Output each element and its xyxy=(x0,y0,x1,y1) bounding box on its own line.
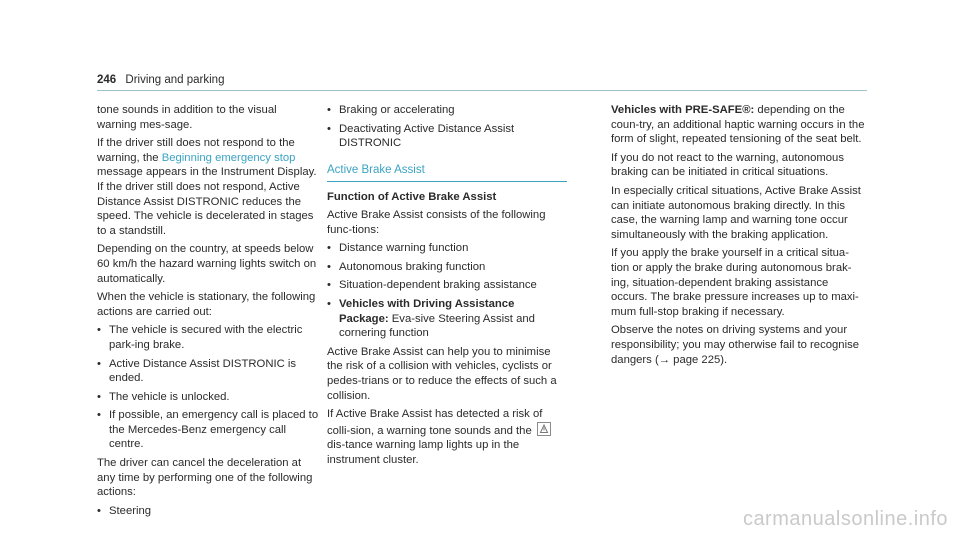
paragraph: Observe the notes on driving systems and your responsibility; you may otherwise fail to recognise dangers (→ page 225). xyxy=(611,324,860,366)
paragraph xyxy=(97,136,319,238)
list-text: Situation-dependent braking assistance xyxy=(339,279,537,292)
paragraph: Active Brake Assist can help you to minimise the risk of a collision with vehicles, cyclists or pedes-trians or to reduce the effects of such a collision. xyxy=(327,345,557,402)
cancel-action-list-continued xyxy=(327,103,567,151)
list-item xyxy=(97,390,319,405)
list-text: Deactivating Active Distance Assist DISTRONIC xyxy=(339,122,515,150)
bullet: • xyxy=(327,260,331,273)
list-item xyxy=(327,297,567,341)
list-item xyxy=(327,103,567,118)
bullet: • xyxy=(327,122,331,135)
list-label: Vehicles with Driving Assistance Package: xyxy=(339,297,515,325)
list-item xyxy=(327,278,567,293)
bullet: • xyxy=(97,324,101,337)
list-item xyxy=(97,408,319,452)
section-title: Active Brake Assist xyxy=(327,163,567,183)
watermark: carmanualsonline.info xyxy=(742,508,948,531)
paragraph: The driver can cancel the deceleration at any time by performing one of the following actions: xyxy=(97,457,313,499)
section-name: Driving and parking xyxy=(125,74,225,86)
text: depending on the coun-try, an additional haptic warning occurs in the form of slight, repeated tensioning of the seat belt. xyxy=(611,104,865,146)
list-text: Active Distance Assist DISTRONIC is ended. xyxy=(109,357,297,385)
emergency-stop-link[interactable]: Beginning emergency stop xyxy=(161,151,296,164)
list-text: Eva-sive Steering Assist and cornering function xyxy=(339,312,535,340)
list-item xyxy=(97,323,319,352)
paragraph: tone sounds in addition to the visual warning mes-sage. xyxy=(97,104,277,131)
bullet: • xyxy=(97,357,101,370)
bullet: • xyxy=(327,279,331,292)
list-text: Autonomous braking function xyxy=(339,260,486,273)
column-3 xyxy=(611,103,867,371)
list-text: The vehicle is unlocked. xyxy=(109,390,230,403)
text: If the driver still does not respond to the warning, the xyxy=(97,137,295,164)
column-2 xyxy=(327,103,567,471)
list-item xyxy=(327,122,567,151)
paragraph: Depending on the country, at speeds below 60 km/h the hazard warning lights switch on automatically. xyxy=(97,243,317,285)
paragraph: If you do not react to the warning, autonomous braking can be initiated in critical situations. xyxy=(611,151,844,179)
function-list xyxy=(327,241,567,341)
paragraph: In especially critical situations, Active Brake Assist can initiate autonomous braking directly. In this case, the warning lamp and warning tone occur simultaneously with the braking application. xyxy=(611,184,861,241)
cancel-action-list xyxy=(97,504,319,519)
distance-warning-icon xyxy=(537,422,551,436)
text: dis-tance warning lamp lights up in the instrument cluster. xyxy=(327,439,520,466)
bullet: • xyxy=(327,297,331,310)
list-text: Distance warning function xyxy=(339,242,469,255)
paragraph xyxy=(611,103,867,147)
bullet: • xyxy=(327,242,331,255)
page-number: 246 xyxy=(97,74,117,86)
list-text: Steering xyxy=(109,504,152,517)
action-list xyxy=(97,323,319,452)
paragraph: If you apply the brake yourself in a critical situa-tion or apply the brake during autonomous brak-ing, situation-dependent braking assistance occurs. The brake pressure increases up to maxi-mum full-stop braking if necessary. xyxy=(611,247,859,318)
bullet: • xyxy=(97,390,101,403)
column-1 xyxy=(97,103,319,522)
pre-safe-label: Vehicles with PRE-SAFE®: xyxy=(611,104,755,116)
list-item xyxy=(327,241,567,256)
bullet: • xyxy=(327,104,331,116)
list-item xyxy=(97,504,319,519)
paragraph: When the vehicle is stationary, the following actions are carried out: xyxy=(97,291,316,318)
bullet: • xyxy=(97,504,101,517)
list-text: The vehicle is secured with the electric park-ing brake. xyxy=(109,324,303,351)
header-rule xyxy=(97,90,867,91)
list-item xyxy=(327,260,567,275)
page-header xyxy=(97,73,224,88)
subheading: Function of Active Brake Assist xyxy=(327,191,497,204)
list-text: Braking or accelerating xyxy=(339,104,455,116)
paragraph: Active Brake Assist consists of the following func-tions: xyxy=(327,208,546,236)
list-item xyxy=(97,357,319,386)
text: If Active Brake Assist has detected a risk of colli-sion, a warning tone sounds and the xyxy=(327,408,543,437)
text: message appears in the Instrument Display. If the driver still does not respond, Active Distance Assist DISTRONIC reduces the speed. The vehicle is decelerated in stages to a standstill. xyxy=(97,166,317,237)
list-text: If possible, an emergency call is placed to the Mercedes-Benz emergency call centre. xyxy=(109,409,319,451)
bullet: • xyxy=(97,409,101,422)
paragraph xyxy=(327,407,567,467)
